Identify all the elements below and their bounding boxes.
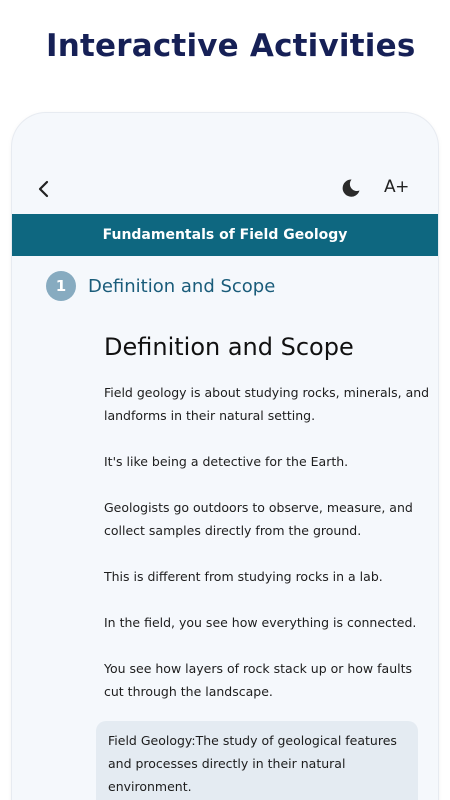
top-bar: [12, 169, 438, 209]
lesson-paragraph: In the field, you see how everything is connected.: [104, 615, 417, 630]
lesson-heading: Definition and Scope: [104, 333, 354, 361]
definition-text: Field Geology:The study of geological features and processes directly in their natural environment.: [108, 733, 397, 794]
promo-title: Interactive Activities: [46, 28, 416, 64]
section-number-badge: 1: [46, 271, 76, 301]
font-size-button[interactable]: A+: [384, 177, 409, 197]
definition-callout: [96, 721, 418, 800]
lesson-paragraph: You see how layers of rock stack up or how faults cut through the landscape.: [104, 661, 413, 699]
lesson-paragraph: Geologists go outdoors to observe, measure, and collect samples directly from the ground.: [104, 500, 413, 538]
chevron-left-icon: [32, 177, 56, 201]
course-title: Fundamentals of Field Geology: [102, 227, 348, 243]
lesson-paragraph: Field geology is about studying rocks, minerals, and landforms in their natural setting.: [104, 385, 430, 423]
lesson-paragraph: This is different from studying rocks in a lab.: [104, 569, 383, 584]
lesson-paragraph: It's like being a detective for the Earth.: [104, 454, 349, 469]
course-title-banner: [12, 214, 438, 256]
section-title: Definition and Scope: [88, 275, 276, 297]
section-header[interactable]: [46, 271, 275, 301]
phone-frame: [12, 113, 438, 800]
back-button[interactable]: [32, 177, 56, 201]
dark-mode-button[interactable]: [339, 176, 363, 200]
lesson-content: [104, 333, 430, 726]
moon-icon: [339, 176, 363, 200]
